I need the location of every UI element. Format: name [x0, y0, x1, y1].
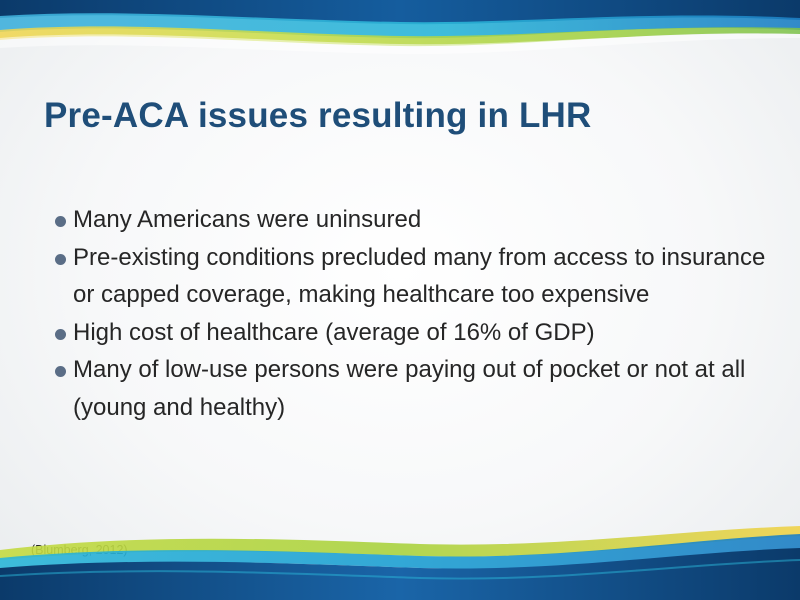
- bottom-wave-decoration: [0, 510, 800, 600]
- bullet-item: [52, 239, 772, 314]
- bullet-list: [52, 201, 772, 426]
- bullet-item: [52, 314, 772, 352]
- bullet-item: [52, 351, 772, 426]
- top-wave-decoration: [0, 0, 800, 80]
- bullet-text: Many of low-use persons were paying out of pocket or not at all (young and healthy): [73, 356, 746, 421]
- bullet-dot-icon: [55, 366, 66, 377]
- bullet-item: [52, 201, 772, 239]
- bullet-dot-icon: [55, 329, 66, 340]
- bullet-dot-icon: [55, 216, 66, 227]
- bullet-text: Pre-existing conditions precluded many from access to insurance or capped coverage, making healthcare too expensive: [73, 243, 766, 308]
- bullet-dot-icon: [55, 254, 66, 265]
- bullet-text: High cost of healthcare (average of 16% of GDP): [73, 318, 595, 346]
- bullet-text: Many Americans were uninsured: [73, 206, 422, 233]
- slide-title: Pre-ACA issues resulting in LHR: [44, 96, 592, 135]
